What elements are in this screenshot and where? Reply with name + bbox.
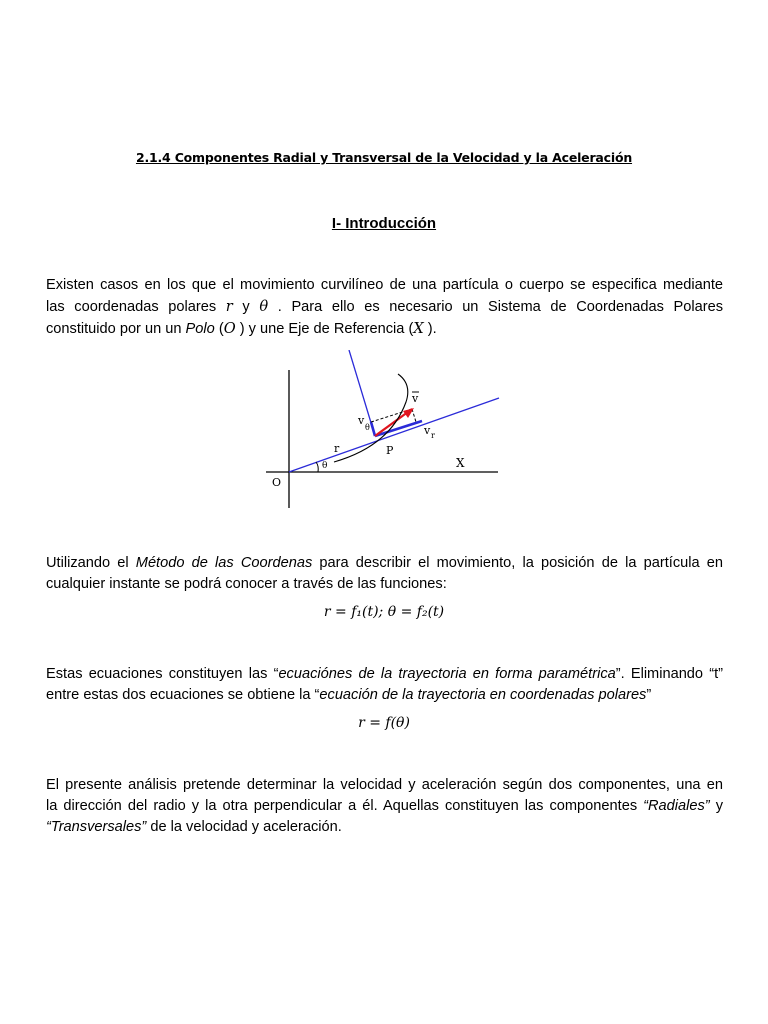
label-v: v (412, 392, 419, 405)
section-title: 2.1.4 Componentes Radial y Transversal de la Velocidad y la Aceleración (135, 150, 633, 165)
vtheta-component (371, 422, 375, 436)
metodo-term: Método de las Coordenas (135, 555, 313, 571)
label-vr-sub: r (431, 431, 435, 440)
text-run: las coordenadas polares (46, 299, 226, 315)
parametric-equations: r = f₁(t); θ = f₂(t) (323, 604, 445, 620)
equations-line-2 (46, 685, 723, 706)
x-symbol: X (413, 320, 424, 337)
label-vtheta-sub: θ (365, 423, 370, 432)
text-run: la dirección del radio y la otra perpendicular a él. Aquellas constituyen las componentes (46, 798, 644, 814)
text-run: . Para ello es necesario un Sistema de Coordenadas Polares (268, 299, 723, 315)
label-theta: θ (322, 461, 328, 471)
polar-coordinates-figure (262, 350, 502, 510)
method-paragraph (46, 553, 723, 595)
theta-symbol: θ (259, 298, 269, 315)
label-o: O (272, 476, 282, 489)
theta-arc (316, 462, 318, 472)
text-run: y (232, 299, 260, 315)
radiales-term: “Radiales” (643, 798, 710, 814)
text-run: ” (646, 687, 652, 703)
label-vtheta: v (358, 414, 365, 427)
polo-term: Polo (185, 321, 215, 337)
dashed-line-side (412, 409, 416, 422)
label-r: r (334, 442, 340, 455)
text-run: Estas ecuaciones constituyen las “ (46, 666, 279, 682)
polar-equation-term: ecuación de la trayectoria en coordenadas polares (319, 687, 647, 703)
velocity-arrowhead (403, 408, 414, 418)
text-run: ) y une Eje de Referencia ( (235, 321, 414, 337)
analysis-line-2 (46, 796, 723, 817)
equations-line-1 (46, 664, 723, 685)
label-vr: v (424, 424, 431, 437)
analysis-line-3 (46, 817, 723, 838)
text-run: Utilizando el (46, 555, 136, 571)
introduction-heading: I- Introducción (331, 215, 437, 232)
r-symbol: r (225, 298, 233, 315)
text-run: ( (214, 321, 224, 337)
analysis-line-1: El presente análisis pretende determinar la velocidad y aceleración según dos componentes, una en (46, 777, 723, 793)
method-line-1 (46, 553, 723, 574)
trajectory-curve (334, 374, 408, 462)
intro-line-2 (46, 296, 723, 318)
analysis-paragraph (46, 775, 723, 838)
transversales-term: “Transversales” (46, 819, 147, 835)
polar-equation: r = f(θ) (358, 715, 410, 731)
text-run: ”. Eliminando “t” (615, 666, 724, 682)
label-p: P (386, 444, 394, 457)
text-run: y (709, 798, 723, 814)
text-run: para describir el movimiento, la posición de la partícula en (312, 555, 723, 571)
intro-line-1: Existen casos en los que el movimiento curvilíneo de una partícula o cuerpo se especifica mediante (46, 277, 723, 293)
text-run: ). (423, 321, 437, 337)
radial-line (289, 398, 499, 472)
method-line-2: cualquier instante se podrá conocer a través de las funciones: (46, 576, 447, 592)
polar-diagram (262, 350, 502, 510)
equations-paragraph (46, 664, 723, 706)
intro-paragraph (46, 275, 723, 340)
intro-line-3 (46, 318, 723, 340)
text-run: entre estas dos ecuaciones se obtiene la “ (46, 687, 320, 703)
o-symbol: O (223, 320, 236, 337)
text-run: de la velocidad y aceleración. (146, 819, 342, 835)
text-run: constituido por un un (46, 321, 186, 337)
parametric-term: ecuaciónes de la trayectoria en forma paramétrica (278, 666, 616, 682)
label-x: X (456, 456, 465, 470)
